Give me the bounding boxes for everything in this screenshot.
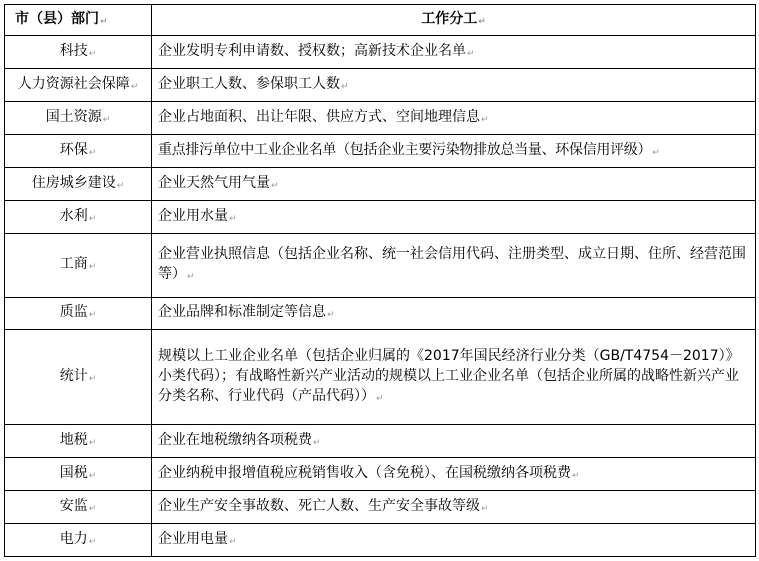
task-cell: 企业职工人数、参保职工人数↵: [152, 69, 756, 102]
task-cell: 规模以上工业企业名单（包括企业归属的《2017年国民经济行业分类（GB/T4754－2017）》小类代码）；有战略性新兴产业活动的规模以上工业企业名单（包括企业所属的战略性新兴产业分类名称、行业代码（产品代码））↵: [152, 330, 756, 425]
task-cell: 企业营业执照信息（包括企业名称、统一社会信用代码、注册类型、成立日期、住所、经营范围等）↵: [152, 234, 756, 298]
dept-cell: 国土资源↵: [5, 102, 152, 135]
table-row: [5, 425, 756, 458]
header-dept: 市（县）部门↵: [5, 5, 152, 36]
dept-cell: 工商↵: [5, 234, 152, 298]
table-header-row: [5, 5, 756, 36]
dept-cell: 电力↵: [5, 524, 152, 557]
task-cell: 企业用水量↵: [152, 201, 756, 234]
dept-cell: 质监↵: [5, 298, 152, 330]
table-row: [5, 69, 756, 102]
table-row: [5, 298, 756, 330]
task-cell: 企业在地税缴纳各项税费↵: [152, 425, 756, 458]
task-cell: 重点排污单位中工业企业名单（包括企业主要污染物排放总当量、环保信用评级）↵: [152, 135, 756, 168]
task-cell: 企业发明专利申请数、授权数；高新技术企业名单↵: [152, 36, 756, 69]
table-row: [5, 524, 756, 557]
table-row: [5, 168, 756, 201]
table-row: [5, 491, 756, 524]
task-cell: 企业占地面积、出让年限、供应方式、空间地理信息↵: [152, 102, 756, 135]
table-row: [5, 36, 756, 69]
task-cell: 企业品牌和标准制定等信息↵: [152, 298, 756, 330]
task-cell: 企业用电量↵: [152, 524, 756, 557]
task-cell: 企业纳税申报增值税应税销售收入（含免税）、在国税缴纳各项税费↵: [152, 458, 756, 491]
table-row: [5, 135, 756, 168]
task-cell: 企业天然气用气量↵: [152, 168, 756, 201]
dept-cell: 地税↵: [5, 425, 152, 458]
table-row: [5, 458, 756, 491]
division-of-work-table: [4, 4, 756, 557]
dept-cell: 人力资源社会保障↵: [5, 69, 152, 102]
header-task: 工作分工↵: [152, 5, 756, 36]
dept-cell: 统计↵: [5, 330, 152, 425]
dept-cell: 科技↵: [5, 36, 152, 69]
table-row: [5, 330, 756, 425]
dept-cell: 住房城乡建设↵: [5, 168, 152, 201]
dept-cell: 国税↵: [5, 458, 152, 491]
dept-cell: 水利↵: [5, 201, 152, 234]
dept-cell: 环保↵: [5, 135, 152, 168]
table-row: [5, 234, 756, 298]
document-page: [4, 4, 756, 557]
table-row: [5, 102, 756, 135]
dept-cell: 安监↵: [5, 491, 152, 524]
table-row: [5, 201, 756, 234]
task-cell: 企业生产安全事故数、死亡人数、生产安全事故等级↵: [152, 491, 756, 524]
